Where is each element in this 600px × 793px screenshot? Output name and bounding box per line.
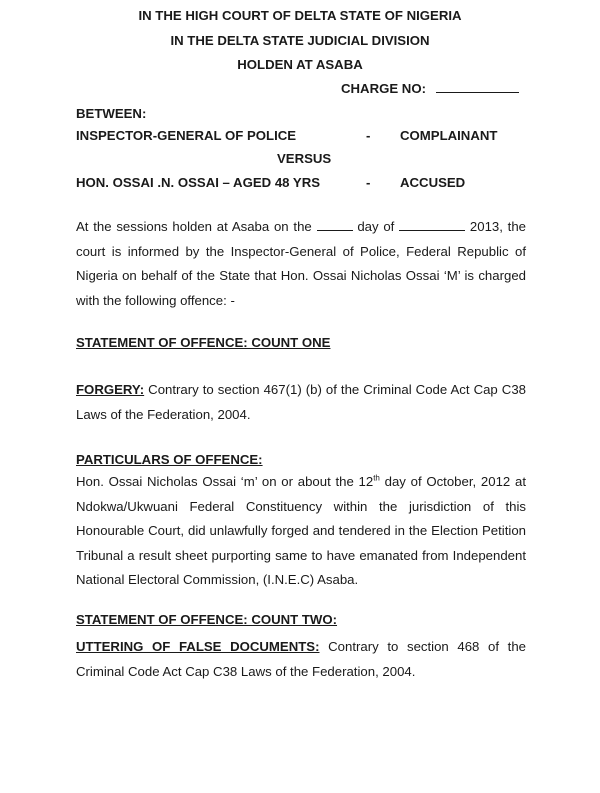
holden-title: HOLDEN AT ASABA [237, 57, 363, 72]
particulars-line-5: National Electoral Commission, (I.N.E.C) Asaba. [76, 572, 359, 587]
count-two-line-1: UTTERING OF FALSE DOCUMENTS: Contrary to section 468 of the [76, 639, 526, 654]
forgery-label: FORGERY: [76, 382, 145, 397]
accused-role: ACCUSED [400, 175, 466, 190]
accused-name: HON. OSSAI .N. OSSAI – AGED 48 YRS [76, 175, 321, 190]
intro-line-2: court is informed by the Inspector-General of Police, Federal Republic of [76, 243, 526, 259]
particulars-line-1: Hon. Ossai Nicholas Ossai ‘m’ on or about the 12th day of October, 2012 at [76, 473, 526, 489]
count-two-offence [76, 635, 526, 684]
between-label: BETWEEN: [76, 106, 147, 121]
intro-line-1: At the sessions holden at Asaba on the day of 2013, the [76, 219, 527, 234]
charge-number-blank [436, 81, 519, 93]
count-one-heading: STATEMENT OF OFFENCE: COUNT ONE [76, 335, 331, 350]
particulars-line-3: Honourable Court, did unlawfully forged and tendered in the Election Petition [76, 523, 526, 538]
count-one-line-2: Laws of the Federation, 2004. [76, 406, 251, 422]
charge-number [341, 81, 519, 96]
division-title: IN THE DELTA STATE JUDICIAL DIVISION [170, 33, 430, 48]
accused-dash: - [366, 175, 371, 190]
complainant-dash: - [366, 128, 371, 143]
count-one-offence [76, 378, 526, 427]
particulars-line-4: Tribunal a result sheet purporting same to have emanated from Independent [76, 547, 526, 563]
versus-label: VERSUS [277, 151, 332, 166]
charge-label: CHARGE NO: [341, 81, 426, 96]
complainant-role: COMPLAINANT [400, 128, 498, 143]
month-blank [399, 219, 465, 231]
intro-paragraph [76, 215, 526, 313]
uttering-label: UTTERING OF FALSE DOCUMENTS: [76, 639, 320, 654]
particulars-heading: PARTICULARS OF OFFENCE: [76, 452, 263, 467]
complainant-name: INSPECTOR-GENERAL OF POLICE [76, 128, 297, 143]
particulars-line-2: Ndokwa/Ukwuani Federal Constituency within the jurisdiction of this [76, 498, 526, 514]
count-two-heading: STATEMENT OF OFFENCE: COUNT TWO: [76, 612, 338, 627]
particulars-paragraph [76, 470, 526, 593]
count-one-line-1: FORGERY: Contrary to section 467(1) (b) of the Criminal Code Act Cap C38 [76, 382, 526, 397]
count-two-line-2: Criminal Code Act Cap C38 Laws of the Federation, 2004. [76, 663, 416, 679]
day-blank [317, 219, 353, 231]
intro-line-4: with the following offence: - [76, 292, 235, 308]
court-title: IN THE HIGH COURT OF DELTA STATE OF NIGERIA [138, 8, 462, 23]
intro-line-3: Nigeria on behalf of the State that Hon. Ossai Nicholas Ossai ‘M’ is charged [76, 268, 526, 283]
